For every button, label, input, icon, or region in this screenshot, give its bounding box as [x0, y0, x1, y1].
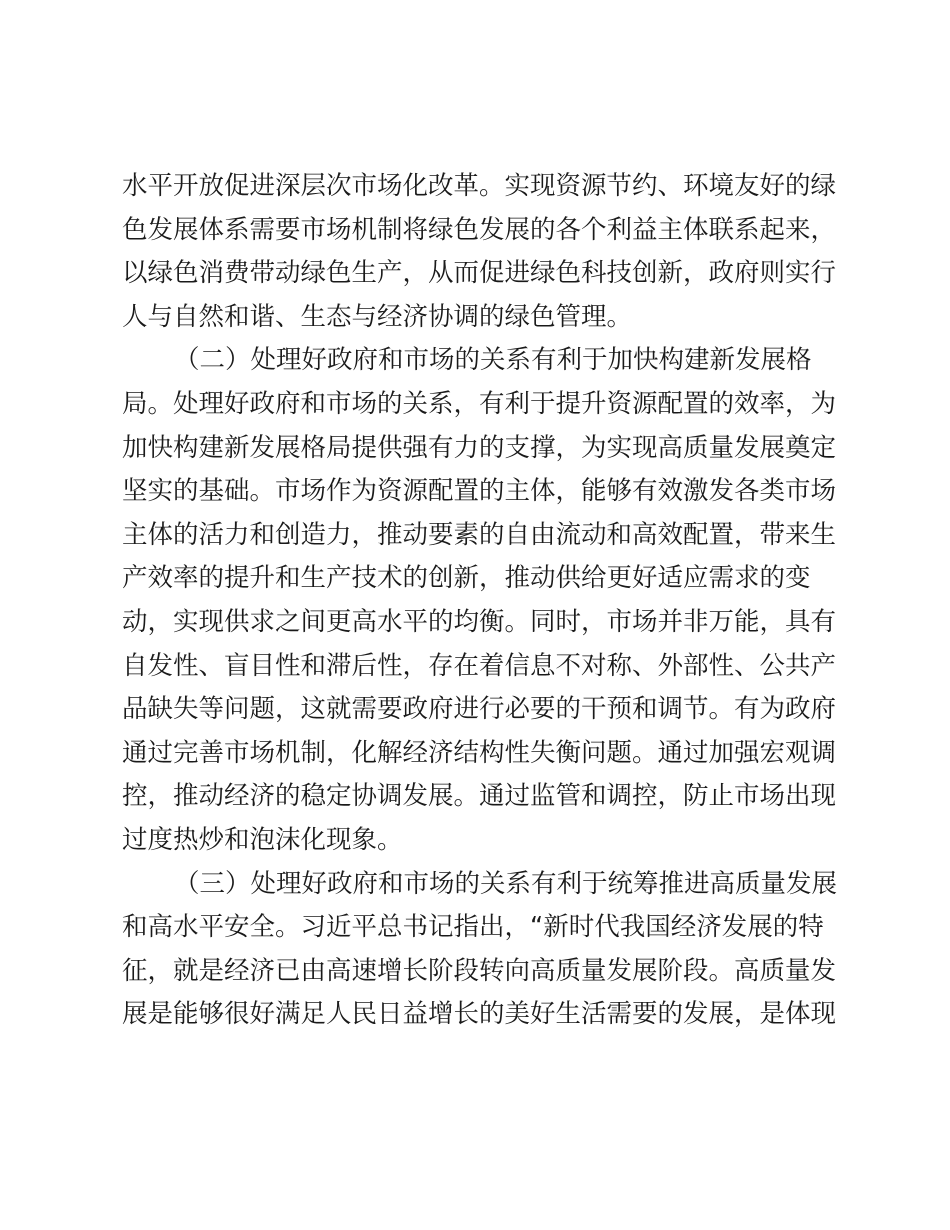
text-line: 征，就是经济已由高速增长阶段转向高质量发展阶段。高质量发	[122, 955, 837, 986]
text-line: 和高水平安全。习近平总书记指出，“新时代我国经济发展的特	[122, 912, 824, 943]
text-line: 坚实的基础。市场作为资源配置的主体，能够有效激发各类市场	[122, 476, 837, 507]
text-line: 品缺失等问题，这就需要政府进行必要的干预和调节。有为政府	[122, 694, 837, 725]
section-heading-line: （三）处理好政府和市场的关系有利于统筹推进高质量发展	[174, 868, 838, 899]
text-line: 局。处理好政府和市场的关系，有利于提升资源配置的效率，为	[122, 388, 837, 419]
text-line: 以绿色消费带动绿色生产，从而促进绿色科技创新，政府则实行	[122, 258, 837, 289]
section-heading-line: （二）处理好政府和市场的关系有利于加快构建新发展格	[174, 345, 812, 376]
paragraph-2	[122, 339, 837, 862]
paragraph-1	[122, 165, 837, 339]
text-line: 控，推动经济的稳定协调发展。通过监管和调控，防止市场出现	[122, 781, 837, 812]
text-line: 主体的活力和创造力，推动要素的自由流动和高效配置，带来生	[122, 519, 837, 550]
text-line: 加快构建新发展格局提供强有力的支撑，为实现高质量发展奠定	[122, 432, 837, 463]
text-line: 色发展体系需要市场机制将绿色发展的各个利益主体联系起来，	[122, 214, 837, 245]
paragraph-3	[122, 863, 838, 1037]
text-line: 水平开放促进深层次市场化改革。实现资源节约、环境友好的绿	[122, 171, 837, 201]
text-line: 动，实现供求之间更高水平的均衡。同时，市场并非万能，具有	[122, 606, 837, 637]
text-line: 展是能够很好满足人民日益增长的美好生活需要的发展，是体现	[122, 999, 837, 1030]
text-line: 自发性、盲目性和滞后性，存在着信息不对称、外部性、公共产	[122, 650, 837, 681]
text-line: 通过完善市场机制，化解经济结构性失衡问题。通过加强宏观调	[122, 737, 837, 768]
text-line: 人与自然和谐、生态与经济协调的绿色管理。	[122, 301, 633, 332]
text-line: 过度热炒和泡沫化现象。	[122, 824, 403, 855]
document-body	[122, 165, 838, 1037]
text-line: 产效率的提升和生产技术的创新，推动供给更好适应需求的变	[122, 563, 811, 594]
